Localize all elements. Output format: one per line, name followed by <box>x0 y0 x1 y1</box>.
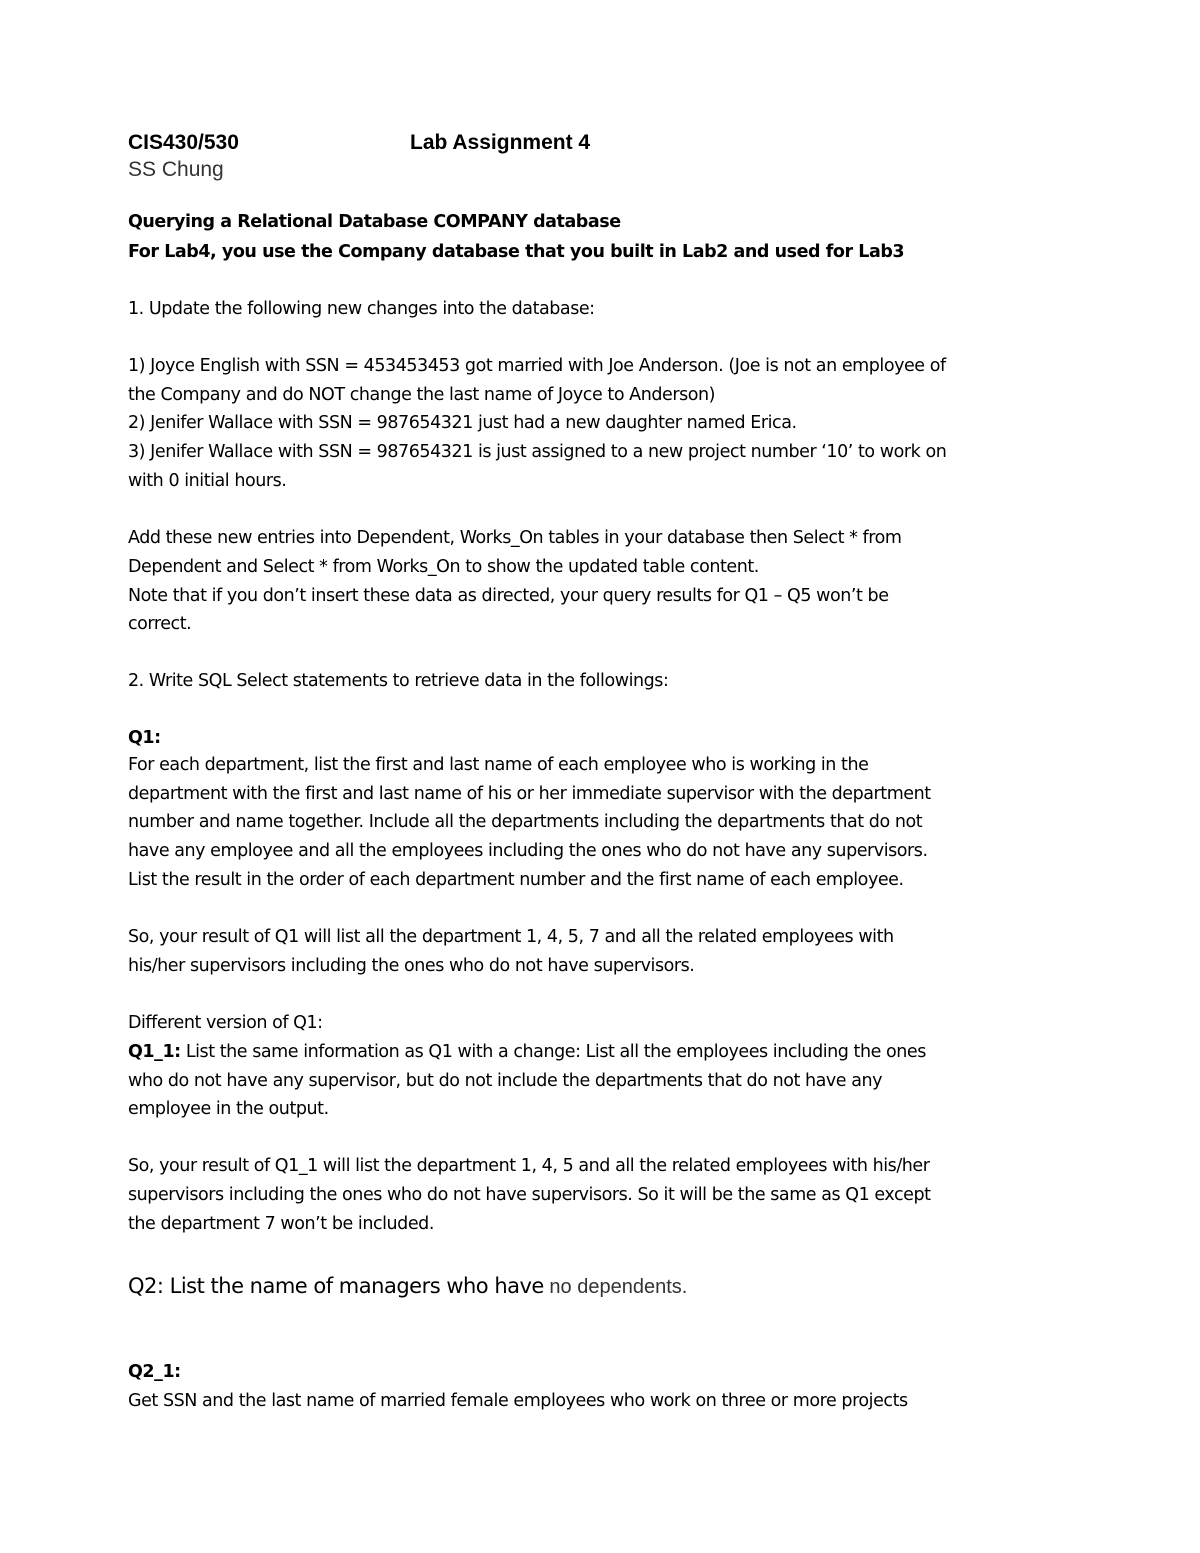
section1-para-line: Note that if you don’t insert these data as directed, your query results for Q1 – Q5 won’t be <box>128 586 889 606</box>
q1-1-result-line: supervisors including the ones who do not have supervisors. So it will be the same as Q1 except <box>128 1185 931 1205</box>
q1-1-first-line <box>128 1038 926 1067</box>
section1-para-line: Dependent and Select * from Works_On to show the updated table content. <box>128 557 759 577</box>
q2-question <box>128 1272 687 1301</box>
q1-result-line: his/her supervisors including the ones who do not have supervisors. <box>128 956 695 976</box>
q1-1-result-line: the department 7 won’t be included. <box>128 1214 434 1234</box>
section1-heading: 1. Update the following new changes into the database: <box>128 299 595 319</box>
q2-1-line: Get SSN and the last name of married female employees who work on three or more projects <box>128 1391 908 1411</box>
intro-subtitle: For Lab4, you use the Company database that you built in Lab2 and used for Lab3 <box>128 242 905 262</box>
q1-line: department with the first and last name of his or her immediate supervisor with the department <box>128 784 931 804</box>
section1-item-line: 1) Joyce English with SSN = 453453453 got married with Joe Anderson. (Joe is not an employee of <box>128 356 946 376</box>
q1-1-line: employee in the output. <box>128 1099 329 1119</box>
q1-line: List the result in the order of each department number and the first name of each employee. <box>128 870 904 890</box>
q1-1-first-line-text: List the same information as Q1 with a change: List all the employees including the ones <box>180 1042 926 1062</box>
intro-title: Querying a Relational Database COMPANY database <box>128 212 621 232</box>
course-code: CIS430/530 <box>128 131 239 154</box>
q1-label: Q1: <box>128 728 161 748</box>
q1-variant-intro: Different version of Q1: <box>128 1013 323 1033</box>
section1-para-line: correct. <box>128 614 192 634</box>
q1-line: For each department, list the first and last name of each employee who is working in the <box>128 755 869 775</box>
section2-heading: 2. Write SQL Select statements to retrieve data in the followings: <box>128 671 669 691</box>
q2-question-tail: no dependents. <box>543 1276 688 1298</box>
q2-question-main: Q2: List the name of managers who have <box>128 1274 544 1298</box>
section1-item-line: with 0 initial hours. <box>128 471 287 491</box>
q1-1-line: who do not have any supervisor, but do not include the departments that do not have any <box>128 1071 883 1091</box>
assignment-title: Lab Assignment 4 <box>410 131 591 154</box>
q1-result-line: So, your result of Q1 will list all the department 1, 4, 5, 7 and all the related employees with <box>128 927 894 947</box>
section1-item-line: the Company and do NOT change the last name of Joyce to Anderson) <box>128 385 716 405</box>
section1-para-line: Add these new entries into Dependent, Works_On tables in your database then Select * from <box>128 528 902 548</box>
section1-item-line: 2) Jenifer Wallace with SSN = 987654321 just had a new daughter named Erica. <box>128 413 797 433</box>
q1-line: have any employee and all the employees including the ones who do not have any supervisors. <box>128 841 928 861</box>
q2-1-label: Q2_1: <box>128 1362 181 1382</box>
q1-1-result-line: So, your result of Q1_1 will list the department 1, 4, 5 and all the related employees with his/her <box>128 1156 930 1176</box>
author-name: SS Chung <box>128 158 224 181</box>
q1-1-label: Q1_1: <box>128 1042 181 1062</box>
section1-item-line: 3) Jenifer Wallace with SSN = 987654321 is just assigned to a new project number ‘10’ to work on <box>128 442 947 462</box>
q1-line: number and name together. Include all the departments including the departments that do not <box>128 812 923 832</box>
